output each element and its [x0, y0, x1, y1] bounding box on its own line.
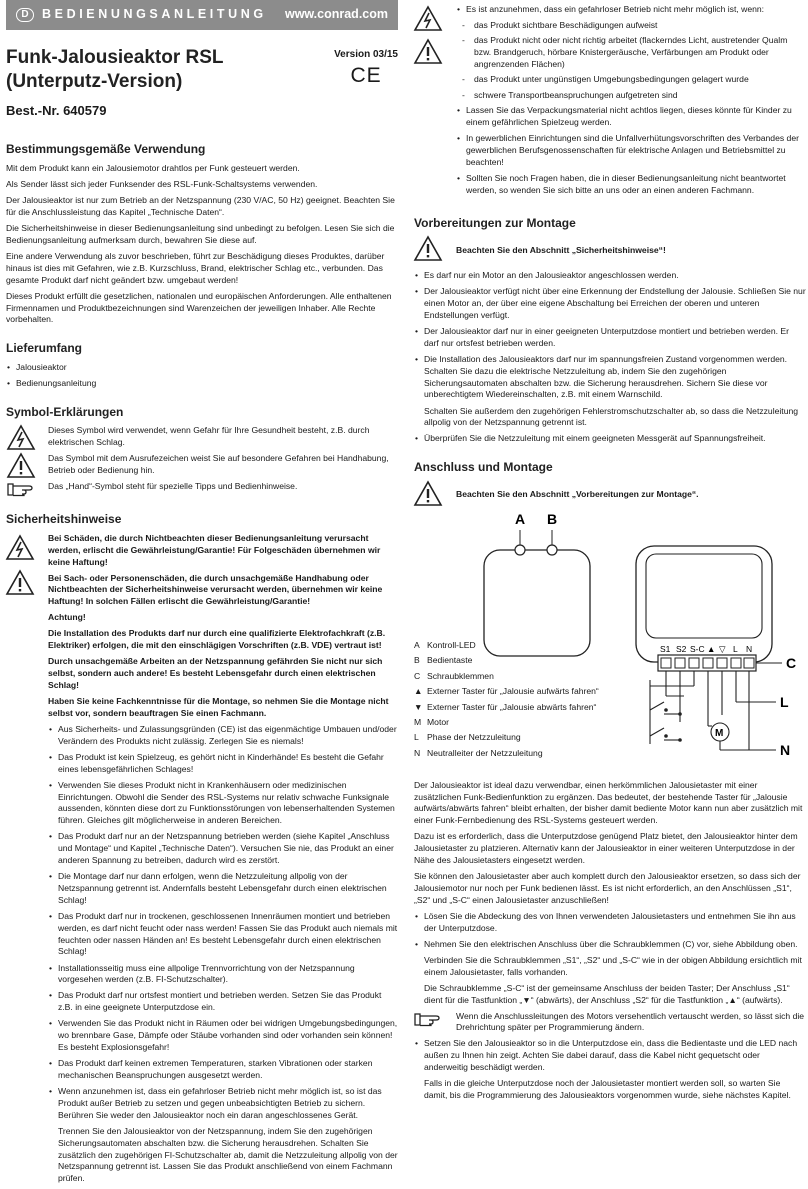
safety-bullet: • Das Produkt darf nur ortsfest montiert und betrieben werden. Setzen Sie das Produkt z.B. in eine geeignete Unterputzdose ein. [48, 990, 398, 1014]
use-para: Als Sender lässt sich jeder Funksender des RSL-Funk-Schaltsystems verwenden. [6, 179, 318, 190]
left-column [6, 0, 398, 1189]
led-a [515, 545, 525, 555]
label-c: C [786, 654, 797, 671]
safety-bullet: • Das Produkt darf nur an der Netzspannung betrieben werden (siehe Kapitel „Anschluss und Montage“ und Kapitel „Technische Daten“). Versuchen Sie nie, das Produkt an einer anderen Spannung zu betreiben, dadurch wird es zerstört. [48, 831, 398, 867]
label-n: N [780, 741, 791, 758]
prep-note-row [414, 236, 806, 265]
continued-warnings [414, 4, 806, 201]
language-badge: D [16, 8, 34, 22]
legend-value: Bedientaste [427, 655, 473, 666]
legend-value: Schraubklemmen [427, 670, 494, 681]
legend-value: Externer Taster für „Jalousie aufwärts fahren“ [427, 686, 599, 697]
legend-key: ▼ [414, 701, 423, 712]
heading-symbols: Symbol-Erklärungen [6, 404, 124, 419]
legend-row [414, 686, 624, 698]
condition-item: - schwere Transportbeanspruchungen aufgetreten sind [456, 90, 806, 102]
header-website: www.conrad.com [284, 7, 388, 22]
safety-trailing-para: Trennen Sie den Jalousieaktor von der Netzspannung, indem Sie den zugehörigen Sicherungsautomaten abschalten bzw. die Sicherung herausdrehen. Schalten Sie zusätzlich den zugehörigen FI-Schutzschalter ab, damit die Netzzuleitung allpolig von der Netzspannung getrennt ist. Lassen Sie das Produkt anschließend von einem Fachmann prüfen. [58, 1125, 398, 1184]
terminal-label: ▽ [719, 643, 726, 654]
exclamation-warning-icon [414, 481, 442, 506]
legend-row [414, 732, 624, 744]
header-band [6, 0, 398, 30]
legend-key: N [414, 747, 421, 758]
exclamation-warning-icon [414, 39, 442, 64]
prep-note: Beachten Sie den Abschnitt „Sicherheitshinweise“! [456, 244, 666, 255]
button-b [547, 545, 557, 555]
safety-bullet: • Das Produkt darf nur in trockenen, geschlossenen Innenräumen montiert und betrieben werden, es darf nicht feucht oder nass werden! Fassen Sie das Produkt auch niemals mit feuchten oder nassen Händen an! Es besteht Lebensgefahr durch einen elektrischen Schlag! [48, 911, 398, 958]
hand-pointer-icon [7, 481, 33, 497]
lightning-warning-icon [7, 425, 35, 450]
prep-bullet: • Es darf nur ein Motor an den Jalousieaktor angeschlossen werden. [414, 270, 806, 282]
title-block [6, 46, 398, 119]
safety-bullet: • Wenn anzunehmen ist, dass ein gefahrloser Betrieb nicht mehr möglich ist, so ist das Produkt außer Betrieb zu setzen und gegen unbeabsichtigten Betrieb zu sichern. Berühren Sie weder den Jalousieaktor noch ein daran angeschlossenes Gerät. [48, 1086, 398, 1122]
prep-para: Schalten Sie außerdem den zugehörigen Fehlerstromschutzschalter ab, so dass die Netzzuleitung allpolig von der Netzspannung getrennt ist. [424, 405, 799, 428]
order-number: Best.-Nr. 640579 [6, 102, 107, 118]
use-para: Dieses Produkt erfüllt die gesetzlichen, nationalen und europäischen Anforderungen. Alle enthaltenen Firmennamen und Produktbezeichnungen sind Warenzeichen der jeweiligen Inhaber. Alle Rechte vorbehalten. [6, 290, 392, 325]
terminal-label: N [746, 643, 753, 654]
symbol-text: Dieses Symbol wird verwendet, wenn Gefahr für Ihre Gesundheit besteht, z.B. durch elektrischen Schlag. [48, 425, 370, 448]
label-l: L [780, 693, 789, 710]
condition-item: - das Produkt nicht oder nicht richtig arbeitet (flackerndes Licht, austretender Qualm bzw. Brandgeruch, hörbare Knistergeräusche, Verfärbungen am Produkt oder angrenzenden Flächen) [456, 35, 806, 71]
terminal-label: S-C [690, 643, 705, 654]
condition-item: - das Produkt unter ungünstigen Umgebungsbedingungen gelagert wurde [456, 74, 806, 86]
hand-note-row [414, 1011, 806, 1035]
terminal-label: ▲ [707, 643, 716, 654]
conn-para: Sie können den Jalousietaster aber auch komplett durch den Jalousieaktor ersetzen, so dass sich der Jalousiemotor nur noch per Funk bedienen lässt. Es ist nicht erforderlich, an den Anschlüssen „S1“, „S2“ und „S-C“ einen Jalousietaster anzuschließen! [414, 871, 801, 905]
legend-row [414, 748, 624, 760]
legend-row [414, 671, 624, 683]
hand-note: Wenn die Anschlussleitungen des Motors versehentlich vertauscht werden, so lässt sich die Drehrichtung später per Programmierung ändern. [456, 1010, 805, 1033]
conn-indented-para: Die Schraubklemme „S-C“ ist der gemeinsame Anschluss der beiden Taster; Der Anschluss „S1“ dient für die Tastfunktion „▼“ (abwärts), der Anschluss „S2“ für die Tastfunktion „▲“ (aufwärts). [424, 982, 790, 1005]
exclamation-warning-icon [6, 570, 34, 595]
motor-label: M [715, 727, 724, 739]
legend-value: Kontroll-LED [427, 639, 476, 650]
conn-note-row [414, 481, 806, 510]
condition-item: - das Produkt sichtbare Beschädigungen aufweist [456, 20, 806, 32]
label-a: A [515, 510, 526, 527]
conn-para: Der Jalousieaktor ist ideal dazu verwendbar, einen herkömmlichen Jalousietaster mit einer zusätzlichen Funk-Bedienfunktion zu ergänzen. Das bedeutet, der bestehende Taster für „Jalousie aufwärts/abwärts fahren“ bleibt erhalten, der bisher damit bediente Motor kann nun aber zusätzlich mit einer Funk-Fernbedienung des RSL-Systems gesteuert werden. [414, 779, 803, 826]
safety-bold-para: Haben Sie keine Fachkenntnisse für die Montage, so nehmen Sie die Montage nicht selbst vor, sondern beauftragen Sie einen Fachmann. [48, 696, 389, 718]
legend-value: Phase der Netzzuleitung [427, 732, 521, 743]
scope-item: • Jalousieaktor [6, 362, 398, 374]
prep-bullet: • Der Jalousieaktor verfügt nicht über eine Erkennung der Endstellung der Jalousie. Schließen Sie nur einen Motor an, der über eine eigene Abschaltung bei Erreichen der oberen und unteren Endstellungen verfügt. [414, 286, 806, 322]
legend-row [414, 702, 624, 714]
safety-bold-para: Bei Sach- oder Personenschäden, die durch unsachgemäße Handhabung oder Nichtbeachten der Sicherheitshinweise verursacht werden, übernehmen wir keine Haftung! In solchen Fällen erlischt die Gewährleistung/Garantie! [48, 572, 383, 607]
use-para: Eine andere Verwendung als zuvor beschrieben, führt zur Beschädigung dieses Produktes, darüber hinaus ist dies mit Gefahren, wie z.B. Kurzschluss, Brand, elektrischer Schlag etc., verbunden. Das gesamte Produkt darf nicht geändert bzw. umgebaut werden! [6, 250, 385, 285]
conn-indented-para: Verbinden Sie die Schraubklemmen „S1“, „S2“ und „S-C“ wie in der obigen Abbildung ersichtlich mit einem Jalousietaster, falls vorhanden. [424, 954, 802, 977]
safety-bullet: • Verwenden Sie das Produkt nicht in Räumen oder bei widrigen Umgebungsbedingungen, wo brennbare Gase, Dämpfe oder Stäube vorhanden sind oder vorhanden sein können! Es besteht Explosionsgefahr! [48, 1018, 398, 1054]
safety-bold-para: Bei Schäden, die durch Nichtbeachten dieser Bedienungsanleitung verursacht werden, erlischt die Gewährleistung/Garantie! Für Folgeschäden übernehmen wir keine Haftung! [48, 532, 381, 567]
conn-note: Beachten Sie den Abschnitt „Vorbereitungen zur Montage“. [456, 489, 699, 500]
legend-value: Motor [427, 716, 449, 727]
prep-bullet: • Der Jalousieaktor darf nur in einer geeigneten Unterputzdose montiert und betrieben werden. Er darf nur ortsfest betrieben werden. [414, 326, 806, 350]
version-block [334, 48, 398, 91]
safety-bullet: • Aus Sicherheits- und Zulassungsgründen (CE) ist das eigenmächtige Umbauen und/oder Verändern des Produkts nicht zulässig. Zerlegen Sie es niemals! [48, 724, 398, 748]
conn-bullet: • Lösen Sie die Abdeckung des von Ihnen verwendeten Jalousietasters und entnehmen Sie ihn aus der Unterputzdose. [414, 911, 806, 935]
heading-scope: Lieferumfang [6, 341, 83, 356]
legend-key: C [414, 670, 421, 681]
figure-legend [414, 640, 624, 764]
lightning-warning-icon [414, 6, 442, 31]
legend-key: L [414, 732, 419, 743]
legend-key: A [414, 639, 420, 650]
safety-bullet: • Installationsseitig muss eine allpolige Trennvorrichtung von der Netzspannung vorgesehen werden (z.B. FI-Schutzschalter). [48, 963, 398, 987]
conn-final-para: Falls in die gleiche Unterputzdose noch der Jalousietaster montiert werden soll, so warten Sie damit, bis die Programmierung des Jalousieaktors vorgenommen wurde, siehe nächstes Kapitel. [424, 1078, 791, 1100]
safety-bullet: • Sollten Sie noch Fragen haben, die in dieser Bedienungsanleitung nicht beantwortet werden, so wenden Sie sich bitte an uns oder an einen anderen Fachmann. [456, 173, 806, 197]
use-para: Der Jalousieaktor ist nur zum Betrieb an der Netzspannung (230 V/AC, 50 Hz) geeignet. Beachten Sie für die Anschlussleistung das Kapitel „Technische Daten“. [6, 195, 395, 217]
version-label: Version 03/15 [334, 49, 398, 60]
exclamation-warning-icon [7, 453, 35, 478]
legend-value: Externer Taster für „Jalousie abwärts fahren“ [427, 701, 597, 712]
safety-bold-para: Die Installation des Produkts darf nur durch eine qualifizierte Elektrofachkraft (z.B. Elektriker) erfolgen, die mit den einschlägigen Vorschriften (z.B. VDE) vertraut ist! [48, 628, 386, 651]
terminal-label: S2 [676, 643, 687, 654]
symbol-row [6, 481, 398, 497]
safety-bullet: • Das Produkt darf keinen extremen Temperaturen, starken Vibrationen oder starken mechanischen Beanspruchungen ausgesetzt werden. [48, 1058, 398, 1082]
safety-bold-para: Durch unsachgemäße Arbeiten an der Netzspannung gefährden Sie nicht nur sich selbst, sondern auch andere! Es besteht Lebensgefahr durch einen elektrischen Schlag! [48, 656, 383, 690]
legend-key: M [414, 716, 422, 727]
legend-row [414, 717, 624, 729]
hand-pointer-icon [414, 1011, 440, 1027]
safety-bullet: • Das Produkt ist kein Spielzeug, es gehört nicht in Kinderhände! Es besteht die Gefahr eines lebensgefährlichen Schlages! [48, 752, 398, 776]
right-column [414, 4, 806, 1106]
safety-bullet: • Es ist anzunehmen, dass ein gefahrloser Betrieb nicht mehr möglich ist, wenn: [456, 4, 806, 16]
scope-item: • Bedienungsanleitung [6, 378, 398, 390]
lightning-warning-icon [6, 535, 34, 560]
doc-title-1: Funk-Jalousieaktor RSL [6, 47, 224, 68]
use-section [6, 163, 398, 326]
ce-mark: CE [350, 63, 382, 87]
prep-bullet: • Die Installation des Jalousieaktors darf nur im spannungsfreien Zustand vorgenommen werden. Schalten Sie dazu die elektrische Netzzuleitung ab, indem Sie den zugehörigen Sicherungsautomaten abschalten bzw. die Sicherung herausdrehen. Sichern Sie diese vor unberechtigtem Wiedereinschalten, z.B. mit einem Warnschild. [414, 354, 806, 401]
symbol-row [6, 453, 398, 478]
conn-para: Dazu ist es erforderlich, dass die Unterputzdose genügend Platz bietet, den Jalousieaktor hinter dem Jalousietaster zu platzieren. Alternativ kann der Jalousieaktor in einer weiteren Unterputzdose in der Nähe des Jalousietasters eingesetzt werden. [414, 831, 798, 866]
safety-bullet: • In gewerblichen Einrichtungen sind die Unfallverhütungsvorschriften des Verbandes der gewerblichen Berufsgenossenschaften für elektrische Anlagen und Betriebsmittel zu beachten! [456, 133, 806, 169]
safety-bullet: • Die Montage darf nur dann erfolgen, wenn die Netzzuleitung allpolig von der Netzspannung getrennt ist. Andernfalls besteht Lebensgefahr durch einen elektrischen Schlag! [48, 871, 398, 907]
legend-row [414, 640, 624, 652]
symbol-row [6, 425, 398, 450]
conn-bullet: • Nehmen Sie den elektrischen Anschluss über die Schraubklemmen (C) vor, siehe Abbildung oben. [414, 939, 806, 951]
exclamation-warning-icon [414, 236, 442, 261]
safety-warnings [6, 533, 398, 1189]
legend-key: ▲ [414, 686, 423, 697]
doc-title-2: (Unterputz-Version) [6, 70, 183, 92]
terminal-label: L [733, 643, 738, 654]
wiring-figure [414, 510, 806, 780]
terminal-labels [660, 644, 752, 654]
terminal-label: S1 [660, 643, 671, 654]
safety-bullet: • Lassen Sie das Verpackungsmaterial nicht achtlos liegen, dieses könnte für Kinder zu einem gefährlichen Spielzeug werden. [456, 105, 806, 129]
heading-safety: Sicherheitshinweise [6, 512, 122, 527]
legend-value: Neutralleiter der Netzzuleitung [427, 747, 543, 758]
heading-preparation: Vorbereitungen zur Montage [414, 215, 576, 230]
conn-bullet: • Setzen Sie den Jalousieaktor so in die Unterputzdose ein, dass die Bedientaste und die LED nach außen zu Ihnen hin zeigt. Achten Sie dabei darauf, dass die Kabel nicht gequetscht oder anderweitig beschädigt werden. [414, 1038, 806, 1074]
use-para: Mit dem Produkt kann ein Jalousiemotor drahtlos per Funk gesteuert werden. [6, 162, 300, 173]
safety-bullet: • Verwenden Sie dieses Produkt nicht in Krankenhäusern oder medizinischen Einrichtungen. Obwohl die Sender des RSL-Systems nur relativ schwache Funksignale aussenden, könnten diese dort zu Funktionsstörungen von lebenserhaltenden Systemen führen. Gleiches gilt möglicherweise in anderen Bereichen. [48, 780, 398, 827]
prep-bullet: • Überprüfen Sie die Netzzuleitung mit einem geeigneten Messgerät auf Spannungsfreiheit. [414, 433, 806, 445]
label-b: B [547, 510, 558, 527]
header-title: BEDIENUNGSANLEITUNG [42, 7, 267, 22]
legend-key: B [414, 655, 420, 666]
symbol-text: Das „Hand“-Symbol steht für spezielle Tipps und Bedienhinweise. [48, 481, 298, 492]
legend-row [414, 655, 624, 667]
heading-connection: Anschluss und Montage [414, 460, 553, 475]
use-para: Die Sicherheitshinweise in dieser Bedienungsanleitung sind unbedingt zu befolgen. Lesen Sie sich die Bedienungsanleitung aufmerksam durch, bewahren Sie diese auf. [6, 222, 395, 245]
safety-bold-para: Achtung! [48, 612, 86, 623]
symbol-text: Das Symbol mit dem Ausrufezeichen weist Sie auf besondere Gefahren bei Handhabung, Betrieb oder Bedienung hin. [48, 453, 389, 476]
heading-use: Bestimmungsgemäße Verwendung [6, 142, 206, 157]
